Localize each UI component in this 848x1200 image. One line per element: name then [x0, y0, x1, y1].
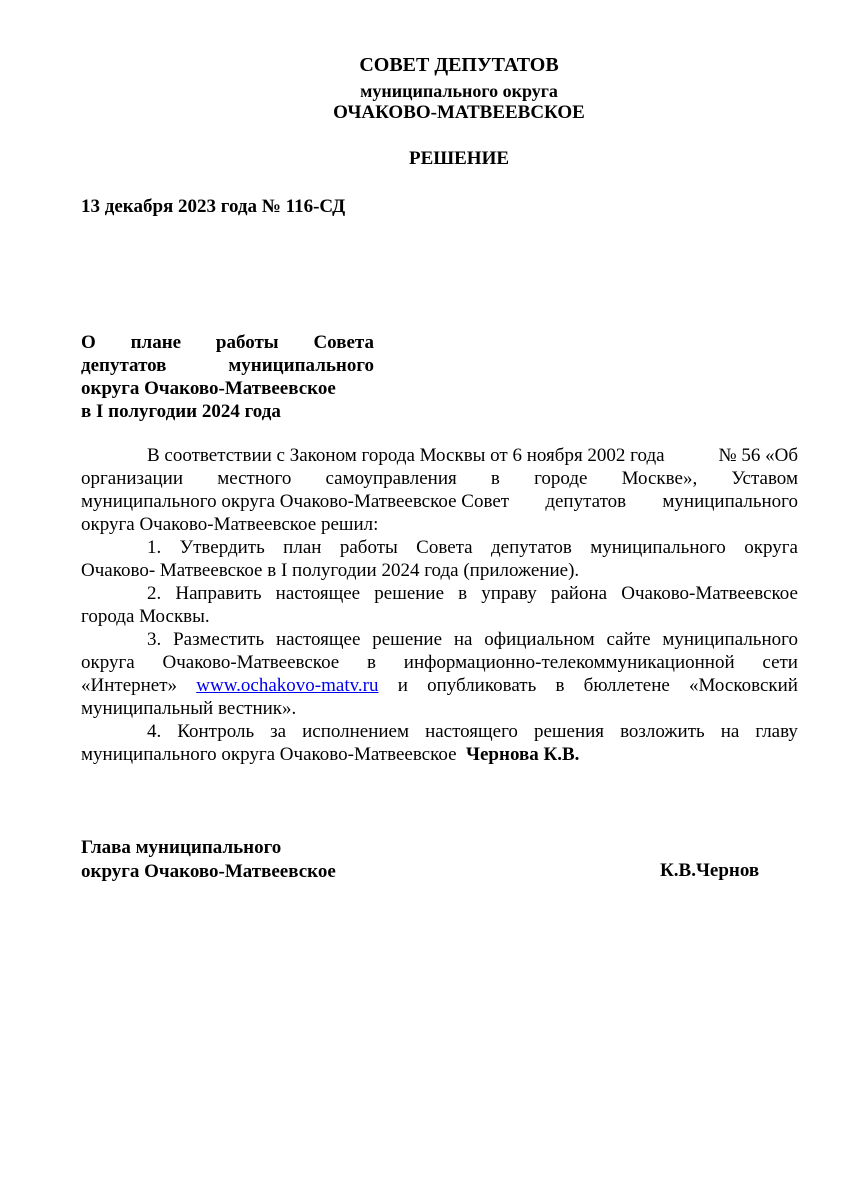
text-run: В соответствии с Законом города Москвы от 6 ноября 2002 года — [147, 445, 665, 466]
word: настоящего — [425, 721, 518, 742]
word: депутатов — [491, 537, 572, 558]
district-name: ОЧАКОВО-МАТВЕЕВСКОЕ — [333, 102, 585, 123]
website-link[interactable]: www.ochakovo-matv.ru — [196, 675, 379, 696]
word: бюллетене — [583, 675, 670, 696]
word: Очаково-Матвеевское — [162, 652, 340, 673]
word: за — [270, 721, 287, 742]
signature-title-line-1: Глава муниципального — [81, 837, 282, 858]
word: настоящее — [275, 629, 361, 650]
word: Направить — [175, 583, 262, 604]
word: округа — [744, 537, 798, 558]
word: решение — [374, 583, 445, 604]
district-line: муниципального округа — [360, 81, 558, 101]
preamble-line-4: округа Очаково-Матвеевское решил: — [81, 514, 379, 535]
word: округа — [81, 652, 135, 673]
item-number: 1. — [147, 537, 162, 558]
word: настоящее — [275, 583, 361, 604]
subject-word: работы — [215, 332, 279, 353]
preamble-line-2 — [81, 467, 798, 490]
item-4-line-1 — [81, 720, 798, 743]
word: работы — [339, 537, 398, 558]
word: «Московский — [689, 675, 798, 696]
word: Утвердить — [179, 537, 265, 558]
word: сайте — [606, 629, 651, 650]
word: официальном — [484, 629, 595, 650]
document-type: РЕШЕНИЕ — [408, 148, 510, 169]
word: на — [453, 629, 473, 650]
preamble-line-1 — [81, 444, 798, 467]
responsible-person: Чернова К.В. — [466, 744, 580, 765]
word: «Интернет» — [81, 675, 178, 696]
word: городе — [534, 468, 588, 489]
word: исполнением — [302, 721, 410, 742]
word: муниципального — [662, 629, 798, 650]
word: главу — [755, 721, 798, 742]
preamble-line-3 — [81, 490, 798, 513]
word: муниципального — [590, 537, 726, 558]
subject-line-2 — [81, 354, 374, 377]
signature-title-line-2: округа Очаково-Матвеевское — [81, 861, 336, 882]
word: управу — [481, 583, 537, 604]
item-number: 4. — [147, 721, 162, 742]
word: Москве», — [621, 468, 698, 489]
word: местного — [217, 468, 292, 489]
item-4-line-2 — [81, 743, 798, 766]
item-1-line-1 — [81, 536, 798, 559]
word: возложить — [620, 721, 705, 742]
signature-title — [81, 836, 336, 884]
decision-subject — [81, 331, 374, 423]
signature-name: К.В.Чернов — [660, 860, 760, 881]
word: план — [283, 537, 322, 558]
word: опубликовать — [427, 675, 537, 696]
item-2-line-2: города Москвы. — [81, 606, 210, 627]
word: депутатов — [545, 491, 627, 512]
text-run: муниципального округа Очаково-Матвеевское Совет — [81, 491, 510, 512]
subject-word: Совета — [313, 332, 374, 353]
word: муниципального — [662, 491, 798, 512]
item-3-line-3 — [81, 674, 798, 697]
word: решения — [533, 721, 605, 742]
subject-word: О — [81, 332, 96, 353]
item-3-line-1 — [81, 628, 798, 651]
word: и — [397, 675, 408, 696]
word: информационно-телекоммуникационной — [403, 652, 735, 673]
word: сети — [762, 652, 798, 673]
word: Очаково-Матвеевское — [621, 583, 798, 604]
word: Разместить — [173, 629, 265, 650]
item-number: 2. — [147, 583, 162, 604]
word: самоуправления — [325, 468, 457, 489]
word: Уставом — [731, 468, 798, 489]
item-number: 3. — [147, 629, 162, 650]
subject-line-4: в I полугодии 2024 года — [81, 401, 281, 422]
word: района — [550, 583, 608, 604]
text-run: муниципального округа Очаково-Матвеевское — [81, 744, 457, 765]
subject-line-3: округа Очаково-Матвеевское — [81, 378, 336, 399]
council-title: СОВЕТ ДЕПУТАТОВ — [359, 54, 559, 76]
word: в — [367, 652, 376, 673]
item-3-line-2 — [81, 651, 798, 674]
word: в — [458, 583, 468, 604]
word: на — [720, 721, 740, 742]
subject-line-1 — [81, 331, 374, 354]
subject-word: плане — [130, 332, 182, 353]
item-3-line-4: муниципальный вестник». — [81, 698, 297, 719]
word: решение — [372, 629, 443, 650]
date-number: 13 декабря 2023 года № 116-СД — [81, 196, 346, 217]
item-1-line-2: Очаково- Матвеевское в I полугодии 2024 года (приложение). — [81, 560, 580, 581]
decision-body — [81, 444, 798, 766]
text-run: № 56 «Об — [718, 445, 798, 466]
item-2-line-1 — [81, 582, 798, 605]
word: Контроль — [177, 721, 255, 742]
subject-word: муниципального — [228, 355, 374, 376]
word: организации — [81, 468, 184, 489]
subject-word: депутатов — [81, 355, 167, 376]
word: Совета — [416, 537, 473, 558]
word: в — [490, 468, 500, 489]
word: в — [555, 675, 565, 696]
